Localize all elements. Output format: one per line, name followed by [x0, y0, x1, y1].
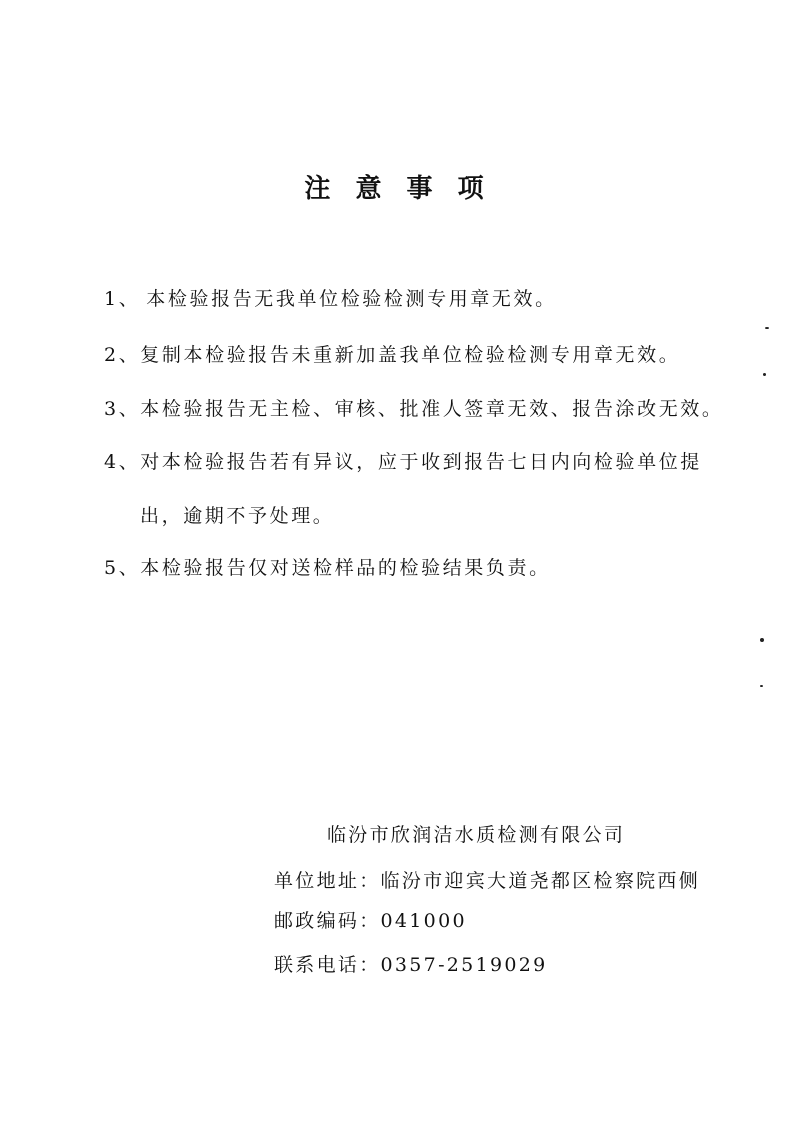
note-text: 对本检验报告若有异议，应于收到报告七日内向检验单位提: [140, 451, 702, 473]
address-value: 临汾市迎宾大道尧都区检察院西侧: [380, 870, 701, 892]
note-number: 1、: [104, 288, 141, 310]
address-label: 单位地址：: [274, 870, 381, 892]
scan-speck: [760, 638, 764, 642]
note-item-5: [104, 556, 551, 580]
note-item-2: [104, 343, 680, 367]
scan-speck: [763, 373, 766, 376]
postcode-label: 邮政编码：: [274, 910, 381, 932]
address-line: [274, 869, 700, 893]
note-text: 复制本检验报告未重新加盖我单位检验检测专用章无效。: [140, 344, 681, 366]
company-name: 临汾市欣润洁水质检测有限公司: [327, 824, 626, 846]
note-text: 本检验报告无主检、审核、批准人签章无效、报告涂改无效。: [140, 398, 724, 420]
note-number: 5、: [104, 557, 141, 579]
note-number: 2、: [104, 344, 141, 366]
note-item-1: [104, 287, 557, 311]
note-item-3: [104, 397, 724, 421]
postcode-line: [274, 909, 467, 933]
phone-label: 联系电话：: [274, 954, 381, 976]
note-item-4: [104, 450, 702, 474]
scan-speck: [760, 685, 763, 687]
phone-value: 0357-2519029: [380, 954, 548, 976]
note-text: 本检验报告仅对送检样品的检验结果负责。: [140, 557, 551, 579]
note-number: 3、: [104, 398, 141, 420]
note-text: 本检验报告无我单位检验检测专用章无效。: [146, 288, 557, 310]
scan-speck: [765, 327, 769, 329]
phone-line: [274, 953, 548, 977]
note-number: 4、: [104, 451, 141, 473]
postcode-value: 041000: [380, 910, 467, 932]
note-item-4-continuation: 出，逾期不予处理。: [140, 505, 335, 527]
page-title: 注 意 事 项: [304, 174, 492, 204]
